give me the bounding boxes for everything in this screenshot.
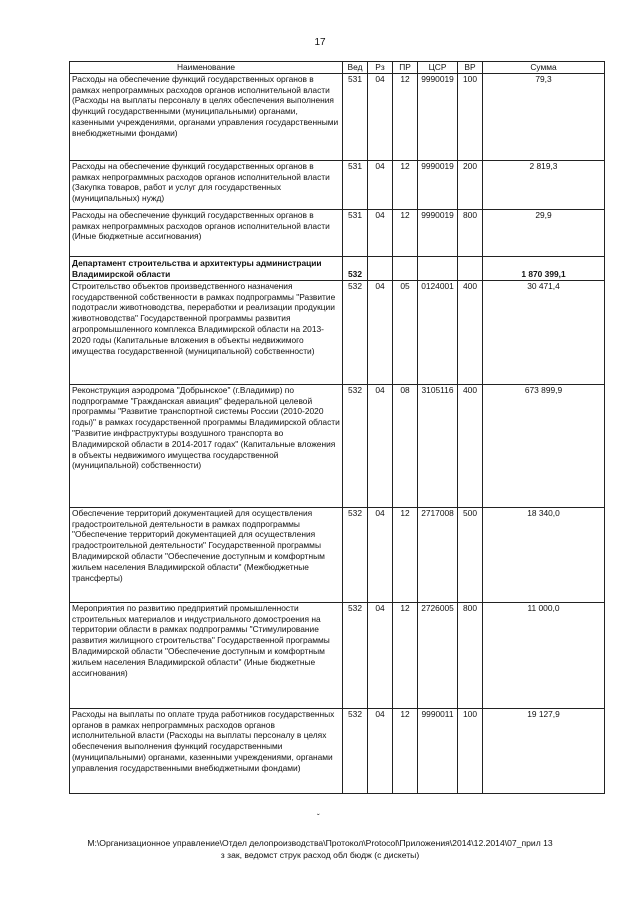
row-sum: 2 819,3 [483,160,605,209]
row-sum: 18 340,0 [483,507,605,602]
row-rz: 04 [368,280,393,384]
row-vr: 100 [458,708,483,793]
row-csr: 9990011 [418,708,458,793]
footer-line-2: з зак, ведомст струк расход обл бюдж (с дискеты) [220,850,420,860]
table-row [70,602,605,708]
row-pr: 12 [393,209,418,256]
department-ved: 532 [343,256,368,280]
row-vr: 500 [458,507,483,602]
row-csr [418,256,458,280]
row-rz: 04 [368,209,393,256]
page-number: 17 [314,37,326,48]
row-pr: 05 [393,280,418,384]
department-name: Департамент строительства и архитектуры администрации Владимирской области [70,256,343,280]
row-csr: 9990019 [418,160,458,209]
row-vr: 100 [458,73,483,160]
header-name: Наименование [70,62,343,74]
header-vr: ВР [458,62,483,74]
header-ved: Вед [343,62,368,74]
row-sum: 19 127,9 [483,708,605,793]
row-vr [458,256,483,280]
row-rz: 04 [368,708,393,793]
row-rz: 04 [368,160,393,209]
row-sum: 29,9 [483,209,605,256]
row-csr: 9990019 [418,73,458,160]
row-pr: 12 [393,507,418,602]
row-ved: 532 [343,708,368,793]
row-rz [368,256,393,280]
table-header-row [70,62,605,74]
row-ved: 531 [343,73,368,160]
row-pr: 12 [393,602,418,708]
row-name: Мероприятия по развитию предприятий промышленности строительных материалов и индустриального домостроения на территории области в рамках подпрограммы "Стимулирование развития жилищного строительства" Государственной программы Владимирской области "Обеспечение доступным и комфортным жильем населения Владимирской области" (Иные бюджетные ассигнования) [70,602,343,708]
header-sum: Сумма [483,62,605,74]
row-csr: 2717008 [418,507,458,602]
table-row [70,708,605,793]
row-ved: 531 [343,209,368,256]
row-csr: 0124001 [418,280,458,384]
table-row [70,73,605,160]
row-name: Обеспечение территорий документацией для осуществления градостроительной деятельности в рамках подпрограммы "Обеспечение территорий документацией для осуществления градостроительной деятельности" Государственной программы Владимирской области "Обеспечение доступным и комфортным жильем населения Владимирской области" (Межбюджетные трансферты) [70,507,343,602]
row-name: Расходы на выплаты по оплате труда работников государственных органов в рамках непрограммных расходов органов исполнительной власти (Расходы на выплаты персоналу в целях обеспечения выполнения функций государственными (муниципальными) органами, казенными учреждениями, органами управления государственными внебюджетными фондами) [70,708,343,793]
row-sum: 30 471,4 [483,280,605,384]
row-rz: 04 [368,73,393,160]
row-ved: 532 [343,384,368,507]
row-name: Расходы на обеспечение функций государственных органов в рамках непрограммных расходов органов исполнительной власти (Расходы на выплаты персоналу в целях обеспечения выполнения функций государственными (муниципальными) органами, казенными учреждениями, органами управления государственными внебюджетными фондами) [70,73,343,160]
row-ved: 532 [343,602,368,708]
row-pr [393,256,418,280]
row-name: Строительство объектов произведственного назначения государственной собственности в рамках подпрограммы "Развитие подотрасли животноводства, переработки и реализации продукции животноводства" Государственной программы развития агропромышленного комплекса Владимирской области на 2013-2020 годы (Капитальные вложения в объекты недвижимого имущества государственной (муниципальной) собственности) [70,280,343,384]
row-name: Расходы на обеспечение функций государственных органов в рамках непрограммных расходов органов исполнительной власти (Закупка товаров, работ и услуг для государственных (муниципальных) нужд) [70,160,343,209]
row-vr: 400 [458,384,483,507]
row-pr: 08 [393,384,418,507]
row-pr: 12 [393,73,418,160]
row-name: Расходы на обеспечение функций государственных органов в рамках непрограммных расходов органов исполнительной власти (Иные бюджетные ассигнования) [70,209,343,256]
table-row [70,507,605,602]
row-name: Реконструкция аэродрома "Добрынское" (г.Владимир) по подпрограмме "Гражданская авиация" федеральной целевой программы "Развитие транспортной системы России (2010-2020 годы)" в рамках государственной программы Владимирской области "Развитие инфраструктуры воздушного транспорта во Владимирской области в 2014-2017 годах" (Капитальные вложения в объекты недвижимого имущества государственной (муниципальной) собственности) [70,384,343,507]
row-rz: 04 [368,507,393,602]
table-row [70,160,605,209]
row-vr: 800 [458,602,483,708]
header-csr: ЦСР [418,62,458,74]
row-pr: 12 [393,708,418,793]
table-row [70,280,605,384]
row-sum: 79,3 [483,73,605,160]
department-sum: 1 870 399,1 [483,256,605,280]
row-ved: 531 [343,160,368,209]
row-rz: 04 [368,384,393,507]
scan-mark: ˇ [317,813,320,822]
header-rz: Рз [368,62,393,74]
row-pr: 12 [393,160,418,209]
row-csr: 9990019 [418,209,458,256]
row-csr: 2726005 [418,602,458,708]
row-ved: 532 [343,280,368,384]
row-csr: 3105116 [418,384,458,507]
department-row [70,256,605,280]
row-rz: 04 [368,602,393,708]
header-pr: ПР [393,62,418,74]
row-sum: 673 899,9 [483,384,605,507]
table-row [70,209,605,256]
footer-path [0,837,640,861]
row-vr: 400 [458,280,483,384]
row-sum: 11 000,0 [483,602,605,708]
budget-table [69,61,605,794]
row-vr: 800 [458,209,483,256]
row-ved: 532 [343,507,368,602]
row-vr: 200 [458,160,483,209]
table-row [70,384,605,507]
footer-line-1: М:\Организационное управление\Отдел делопроизводства\Протокол\Protocol\Приложения\2014\12.2014\07_прил 13 [87,838,553,848]
